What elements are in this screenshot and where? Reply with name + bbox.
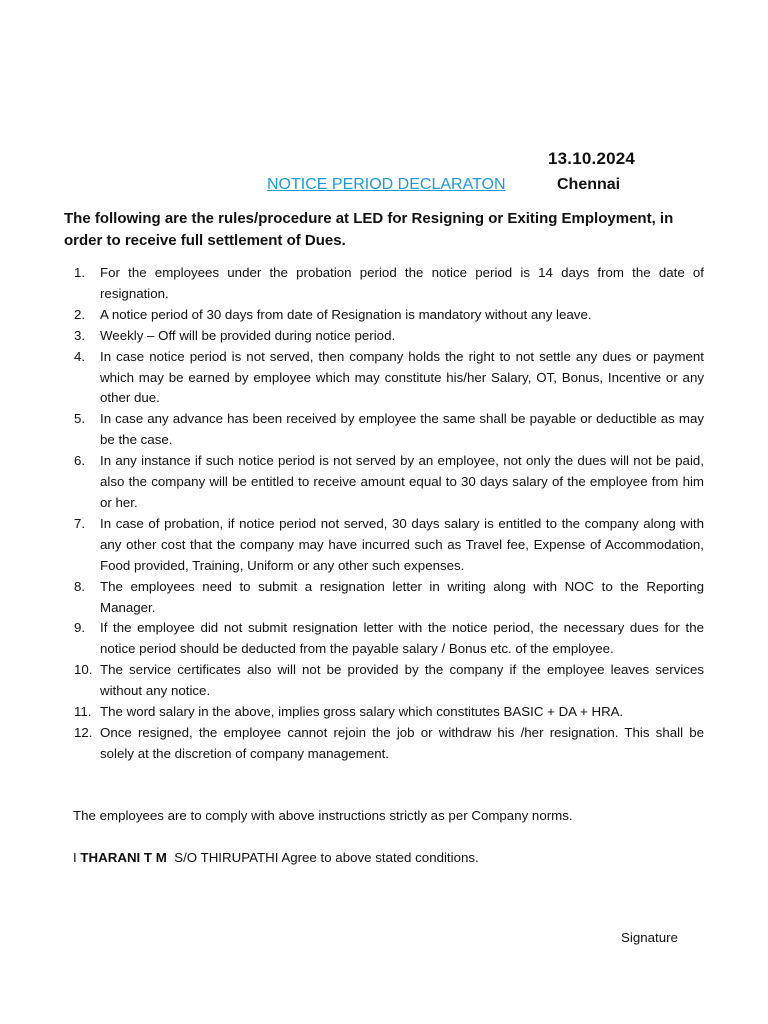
- rule-item: [74, 577, 704, 619]
- rule-item: [74, 451, 704, 514]
- rule-item: [74, 326, 704, 347]
- rule-text: If the employee did not submit resignation letter with the notice period, the necessary dues for the notice period should be deducted from the payable salary / Bonus etc. of the employee.: [100, 620, 704, 657]
- rule-number: 3.: [74, 327, 86, 343]
- intro-paragraph: The following are the rules/procedure at LED for Resigning or Exiting Employment, in order to receive full settlement of Dues.: [64, 210, 674, 249]
- signature-label: Signature: [621, 930, 678, 945]
- rule-text: Weekly – Off will be provided during notice period.: [100, 327, 396, 343]
- rule-text: Once resigned, the employee cannot rejoin the job or withdraw his /her resignation. This shall be solely at the discretion of company management.: [100, 724, 704, 761]
- rule-number: 2.: [74, 306, 86, 322]
- rule-number: 9.: [74, 620, 86, 636]
- city: Chennai: [557, 176, 621, 193]
- employee-name: THARANI T M: [80, 850, 167, 865]
- agreement-prefix: I: [73, 850, 77, 865]
- rule-item: [74, 660, 704, 702]
- rule-number: 6.: [74, 453, 86, 469]
- agreement-suffix: S/O THIRUPATHI Agree to above stated conditions.: [174, 850, 479, 865]
- rules-list: [74, 263, 704, 765]
- rule-item: [74, 409, 704, 451]
- rule-text: The service certificates also will not be provided by the company if the employee leaves services without any notice.: [100, 662, 704, 699]
- rule-text: In case of probation, if notice period not served, 30 days salary is entitled to the company along with any other cost that the company may have incurred such as Travel fee, Expense of Accommodation, Food provided, Training, Uniform or any other such expenses.: [100, 515, 704, 573]
- rule-item: [74, 305, 704, 326]
- rule-number: 12.: [74, 724, 93, 740]
- rule-item: [74, 514, 704, 577]
- rule-text: The employees need to submit a resignation letter in writing along with NOC to the Reporting Manager.: [100, 578, 704, 615]
- rule-text: The word salary in the above, implies gross salary which constitutes BASIC + DA + HRA.: [100, 704, 624, 720]
- document-title-link[interactable]: NOTICE PERIOD DECLARATON: [267, 176, 506, 193]
- rule-item: [74, 347, 704, 410]
- rule-number: 4.: [74, 348, 86, 364]
- date: 13.10.2024: [548, 149, 636, 168]
- rule-number: 11.: [74, 704, 92, 720]
- rule-text: For the employees under the probation period the notice period is 14 days from the date of resignation.: [100, 265, 704, 301]
- closing-statement: The employees are to comply with above instructions strictly as per Company norms.: [73, 808, 573, 823]
- rule-item: [74, 618, 704, 660]
- rule-text: In any instance if such notice period is not served by an employee, not only the dues will not be paid, also the company will be entitled to receive amount equal to 30 days salary of the employee from him or her.: [100, 453, 704, 510]
- rule-item: [74, 723, 704, 765]
- rule-text: A notice period of 30 days from date of Resignation is mandatory without any leave.: [100, 306, 592, 322]
- agreement-line: [73, 847, 479, 868]
- rule-number: 5.: [74, 411, 86, 427]
- rule-number: 10.: [74, 662, 93, 678]
- rule-item: [74, 263, 704, 305]
- rule-text: In case notice period is not served, then company holds the right to not settle any dues or payment which may be earned by employee which may constitute his/her Salary, OT, Bonus, Incentive or any other due.: [100, 348, 704, 406]
- rule-number: 8.: [74, 578, 86, 594]
- rule-number: 1.: [74, 265, 86, 280]
- rule-number: 7.: [74, 515, 86, 531]
- rule-item: [74, 702, 704, 723]
- rule-text: In case any advance has been received by employee the same shall be payable or deductible as may be the case.: [100, 411, 704, 448]
